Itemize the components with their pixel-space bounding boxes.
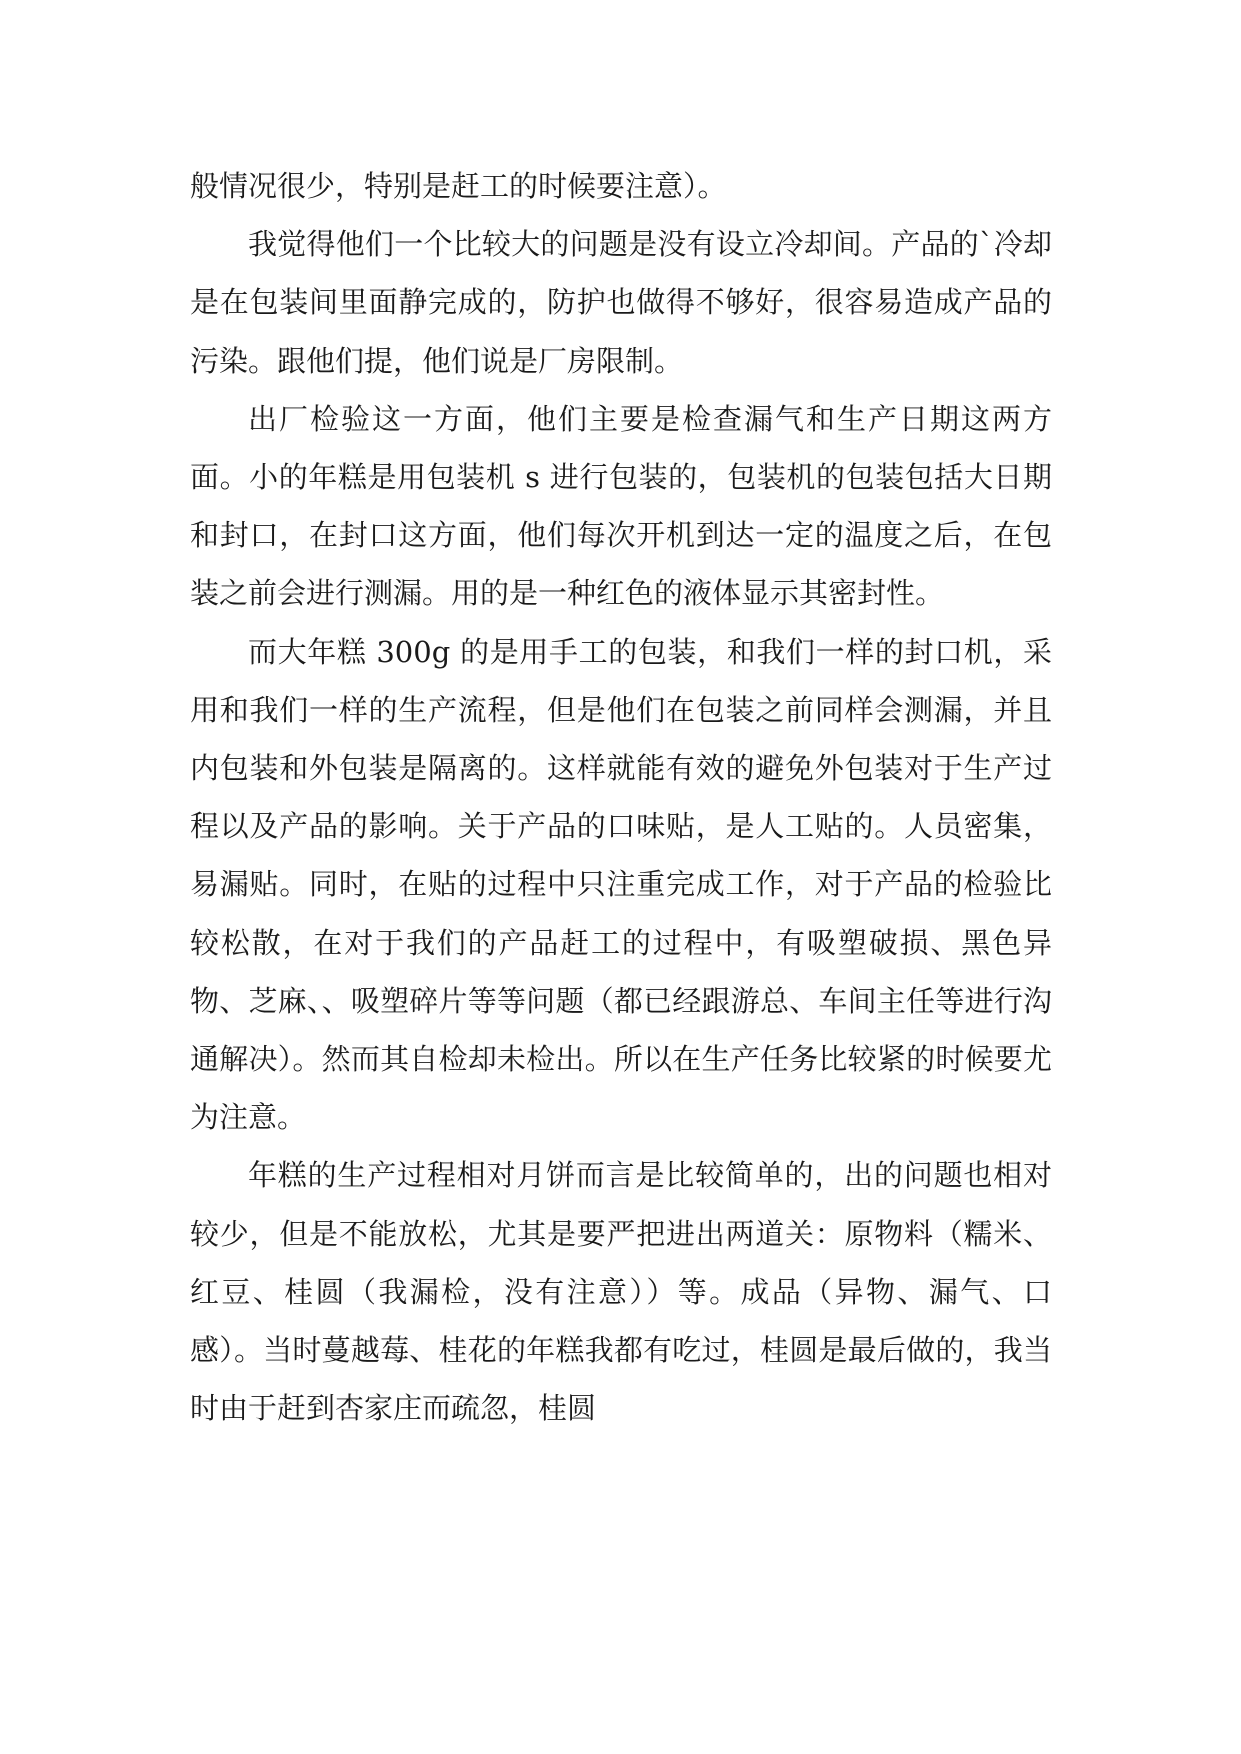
document-page [190, 157, 1052, 1437]
paragraph-factory-inspection: 出厂检验这一方面，他们主要是检查漏气和生产日期这两方面。小的年糕是用包装机 s 进行包装的，包装机的包装包括大日期和封口，在封口这方面，他们每次开机到达一定的温度之后，在包装之前会进行测漏。用的是一种红色的液体显示其密封性。 [190, 401, 1052, 611]
paragraph-large-rice-cake: 而大年糕 300g 的是用手工的包装，和我们一样的封口机，采用和我们一样的生产流程，但是他们在包装之前同样会测漏，并且内包装和外包装是隔离的。这样就能有效的避免外包装对于生产过程以及产品的影响。关于产品的口味贴，是人工贴的。人员密集，易漏贴。同时，在贴的过程中只注重完成工作，对于产品的检验比较松散，在对于我们的产品赶工的过程中，有吸塑破损、黑色异物、芝麻、、吸塑碎片等等问题（都已经跟游总、车间主任等进行沟通解决）。然而其自检却未检出。所以在生产任务比较紧的时候要尤为注意。 [190, 634, 1052, 1135]
paragraph-cooling-room: 我觉得他们一个比较大的问题是没有设立冷却间。产品的`冷却是在包装间里面静完成的，防护也做得不够好，很容易造成产品的污染。跟他们提，他们说是厂房限制。 [190, 227, 1052, 378]
paragraph-production-process: 年糕的生产过程相对月饼而言是比较简单的，出的问题也相对较少，但是不能放松，尤其是要严把进出两道关：原物料（糯米、红豆、桂圆（我漏检，没有注意））等。成品（异物、漏气、口感）。当时蔓越莓、桂花的年糕我都有吃过，桂圆是最后做的，我当时由于赶到杏家庄而疏忽，桂圆 [190, 1158, 1052, 1426]
paragraph-continuation: 般情况很少，特别是赶工的时候要注意）。 [190, 169, 727, 203]
